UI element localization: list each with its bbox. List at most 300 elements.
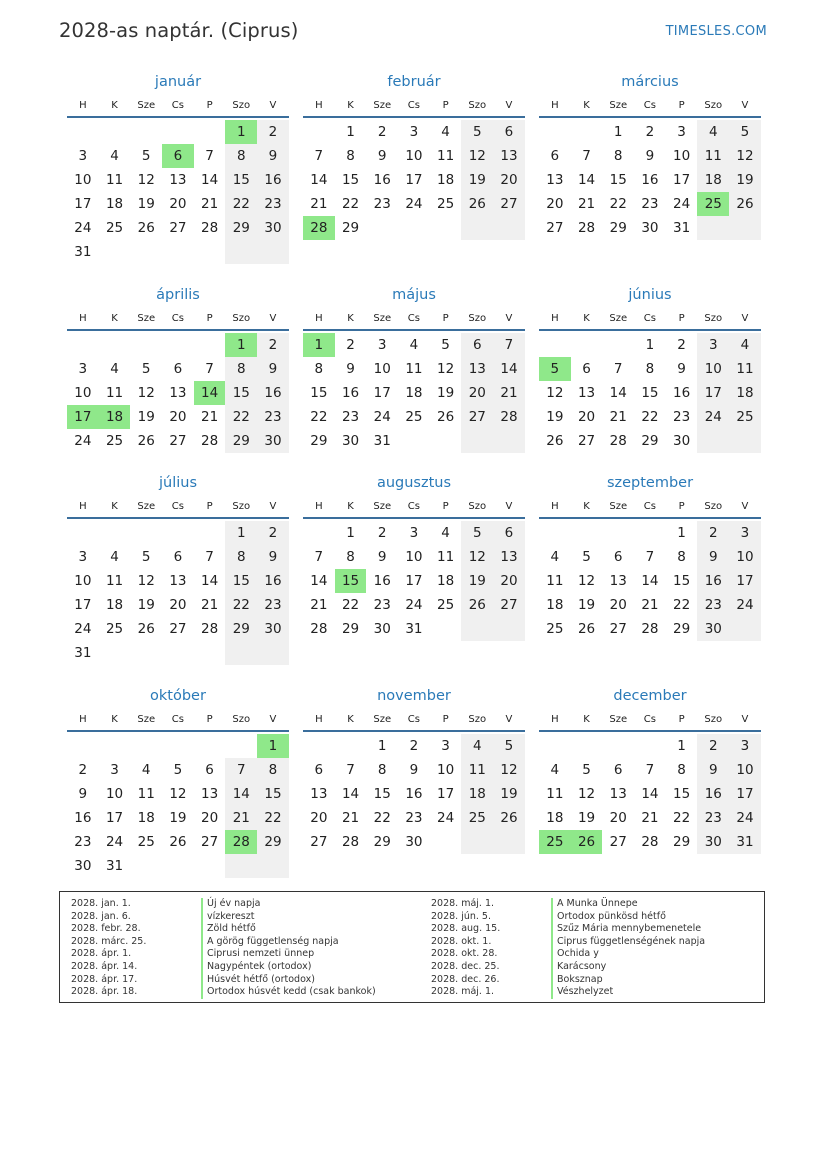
day-cell[interactable]: 26 — [461, 192, 493, 216]
day-cell[interactable]: 15 — [609, 172, 627, 188]
day-cell[interactable]: 2 — [377, 124, 387, 140]
day-cell[interactable]: 26 — [571, 830, 603, 854]
day-cell[interactable]: 2 — [409, 738, 419, 754]
day-cell[interactable]: 2 — [78, 762, 88, 778]
day-cell[interactable]: 9 — [645, 148, 655, 164]
day-cell[interactable]: 4 — [441, 124, 450, 140]
day-cell[interactable]: 9 — [697, 545, 729, 569]
day-cell[interactable]: 30 — [697, 617, 729, 641]
day-cell[interactable]: 23 — [405, 810, 423, 826]
day-cell[interactable]: 2 — [346, 337, 355, 353]
day-cell[interactable]: 27 — [577, 433, 596, 449]
day-cell[interactable]: 31 — [673, 220, 691, 236]
day-cell[interactable]: 9 — [257, 144, 289, 168]
day-cell[interactable]: 5 — [141, 148, 151, 164]
day-cell[interactable]: 30 — [673, 433, 691, 449]
day-cell[interactable]: 7 — [205, 361, 214, 377]
day-cell[interactable]: 28 — [201, 433, 219, 449]
day-cell[interactable]: 28 — [341, 834, 360, 850]
day-cell[interactable]: 16 — [373, 573, 391, 589]
day-cell[interactable]: 2 — [257, 521, 289, 545]
day-cell[interactable]: 4 — [461, 734, 493, 758]
day-cell[interactable]: 19 — [137, 196, 155, 212]
day-cell[interactable]: 20 — [493, 569, 525, 593]
day-cell[interactable]: 17 — [437, 786, 455, 802]
day-cell[interactable]: 25 — [137, 834, 155, 850]
day-cell[interactable]: 5 — [582, 549, 591, 565]
day-cell[interactable]: 23 — [697, 593, 729, 617]
day-cell[interactable]: 10 — [729, 545, 761, 569]
day-cell[interactable]: 8 — [613, 148, 623, 164]
day-cell[interactable]: 14 — [201, 172, 219, 188]
day-cell[interactable]: 30 — [257, 429, 289, 453]
day-cell[interactable]: 29 — [225, 429, 257, 453]
day-cell[interactable]: 31 — [729, 830, 761, 854]
day-cell[interactable]: 24 — [729, 806, 761, 830]
day-cell[interactable]: 19 — [137, 597, 155, 613]
day-cell[interactable]: 27 — [546, 220, 564, 236]
day-cell[interactable]: 24 — [373, 409, 391, 425]
day-cell[interactable]: 23 — [673, 409, 691, 425]
day-cell[interactable]: 2 — [697, 734, 729, 758]
day-cell[interactable]: 19 — [577, 597, 596, 613]
day-cell[interactable]: 18 — [729, 381, 761, 405]
day-cell[interactable]: 29 — [341, 621, 360, 637]
day-cell[interactable]: 11 — [461, 758, 493, 782]
day-cell[interactable]: 19 — [137, 409, 155, 425]
day-cell[interactable]: 21 — [493, 381, 525, 405]
day-cell[interactable]: 30 — [641, 220, 659, 236]
day-cell[interactable]: 10 — [729, 758, 761, 782]
day-cell[interactable]: 26 — [493, 806, 525, 830]
day-cell[interactable]: 3 — [110, 762, 119, 778]
day-cell[interactable]: 24 — [697, 405, 729, 429]
day-cell[interactable]: 19 — [546, 409, 564, 425]
day-cell[interactable]: 25 — [405, 409, 423, 425]
day-cell[interactable]: 18 — [461, 782, 493, 806]
day-cell[interactable]: 10 — [673, 148, 691, 164]
day-cell[interactable]: 25 — [546, 621, 564, 637]
day-cell[interactable]: 1 — [225, 120, 257, 144]
day-cell[interactable]: 1 — [645, 337, 655, 353]
day-cell[interactable]: 27 — [493, 593, 525, 617]
day-cell[interactable]: 27 — [310, 834, 328, 850]
day-cell[interactable]: 26 — [137, 433, 155, 449]
day-cell[interactable]: 12 — [461, 144, 493, 168]
day-cell[interactable]: 3 — [697, 333, 729, 357]
day-cell[interactable]: 8 — [314, 361, 324, 377]
day-cell[interactable]: 13 — [169, 385, 187, 401]
day-cell[interactable]: 11 — [437, 549, 455, 565]
day-cell[interactable]: 24 — [405, 597, 423, 613]
day-cell[interactable]: 27 — [461, 405, 493, 429]
day-cell[interactable]: 21 — [310, 597, 328, 613]
day-cell[interactable]: 13 — [169, 573, 187, 589]
day-cell[interactable]: 22 — [310, 409, 328, 425]
day-cell[interactable]: 20 — [461, 381, 493, 405]
day-cell[interactable]: 22 — [225, 405, 257, 429]
day-cell[interactable]: 16 — [373, 172, 391, 188]
day-cell[interactable]: 4 — [110, 361, 119, 377]
day-cell[interactable]: 5 — [461, 120, 493, 144]
day-cell[interactable]: 10 — [74, 172, 92, 188]
day-cell[interactable]: 14 — [493, 357, 525, 381]
day-cell[interactable]: 5 — [729, 120, 761, 144]
day-cell[interactable]: 11 — [105, 573, 124, 589]
day-cell[interactable]: 19 — [461, 569, 493, 593]
day-cell[interactable]: 24 — [673, 196, 691, 212]
day-cell[interactable]: 16 — [257, 569, 289, 593]
day-cell[interactable]: 9 — [409, 762, 419, 778]
day-cell[interactable]: 5 — [441, 337, 450, 353]
day-cell[interactable]: 20 — [169, 597, 187, 613]
day-cell[interactable]: 12 — [729, 144, 761, 168]
day-cell[interactable]: 21 — [201, 597, 219, 613]
day-cell[interactable]: 15 — [225, 569, 257, 593]
day-cell[interactable]: 9 — [257, 545, 289, 569]
day-cell[interactable]: 15 — [341, 172, 360, 188]
day-cell[interactable]: 8 — [677, 549, 686, 565]
day-cell[interactable]: 7 — [205, 148, 214, 164]
day-cell[interactable]: 6 — [613, 549, 623, 565]
day-cell[interactable]: 23 — [373, 597, 391, 613]
day-cell[interactable]: 13 — [546, 172, 564, 188]
day-cell[interactable]: 5 — [141, 361, 151, 377]
day-cell[interactable]: 31 — [74, 645, 92, 661]
day-cell[interactable]: 18 — [437, 573, 455, 589]
day-cell[interactable]: 14 — [310, 573, 328, 589]
day-cell[interactable]: 22 — [673, 810, 691, 826]
day-cell[interactable]: 28 — [201, 220, 219, 236]
day-cell[interactable]: 19 — [577, 810, 596, 826]
day-cell[interactable]: 17 — [373, 385, 391, 401]
day-cell[interactable]: 20 — [609, 810, 627, 826]
day-cell[interactable]: 20 — [546, 196, 564, 212]
day-cell[interactable]: 16 — [697, 782, 729, 806]
day-cell[interactable]: 17 — [673, 172, 691, 188]
day-cell[interactable]: 10 — [105, 786, 124, 802]
day-cell[interactable]: 12 — [137, 172, 155, 188]
day-cell[interactable]: 20 — [577, 409, 596, 425]
day-cell[interactable]: 1 — [346, 124, 355, 140]
day-cell[interactable]: 28 — [609, 433, 627, 449]
day-cell[interactable]: 11 — [697, 144, 729, 168]
day-cell[interactable]: 1 — [303, 333, 335, 357]
day-cell[interactable]: 19 — [493, 782, 525, 806]
day-cell[interactable]: 5 — [493, 734, 525, 758]
day-cell[interactable]: 7 — [314, 549, 324, 565]
day-cell[interactable]: 17 — [405, 172, 423, 188]
day-cell[interactable]: 20 — [493, 168, 525, 192]
day-cell[interactable]: 13 — [493, 545, 525, 569]
day-cell[interactable]: 22 — [641, 409, 659, 425]
day-cell[interactable]: 24 — [74, 220, 92, 236]
day-cell[interactable]: 9 — [257, 357, 289, 381]
day-cell[interactable]: 4 — [409, 337, 419, 353]
day-cell[interactable]: 23 — [697, 806, 729, 830]
day-cell[interactable]: 20 — [169, 196, 187, 212]
day-cell[interactable]: 18 — [99, 405, 131, 429]
day-cell[interactable]: 20 — [169, 409, 187, 425]
day-cell[interactable]: 25 — [461, 806, 493, 830]
day-cell[interactable]: 17 — [67, 405, 99, 429]
day-cell[interactable]: 19 — [437, 385, 455, 401]
day-cell[interactable]: 14 — [577, 172, 596, 188]
day-cell[interactable]: 2 — [677, 337, 686, 353]
day-cell[interactable]: 13 — [609, 786, 627, 802]
day-cell[interactable]: 4 — [441, 525, 450, 541]
day-cell[interactable]: 9 — [377, 549, 387, 565]
day-cell[interactable]: 22 — [673, 597, 691, 613]
day-cell[interactable]: 10 — [697, 357, 729, 381]
day-cell[interactable]: 30 — [405, 834, 423, 850]
day-cell[interactable]: 4 — [729, 333, 761, 357]
day-cell[interactable]: 30 — [373, 621, 391, 637]
day-cell[interactable]: 23 — [257, 593, 289, 617]
day-cell[interactable]: 21 — [310, 196, 328, 212]
day-cell[interactable]: 17 — [405, 573, 423, 589]
day-cell[interactable]: 5 — [582, 762, 591, 778]
day-cell[interactable]: 4 — [550, 549, 560, 565]
day-cell[interactable]: 5 — [461, 521, 493, 545]
day-cell[interactable]: 17 — [729, 782, 761, 806]
day-cell[interactable]: 2 — [257, 120, 289, 144]
day-cell[interactable]: 22 — [257, 806, 289, 830]
day-cell[interactable]: 26 — [461, 593, 493, 617]
day-cell[interactable]: 11 — [105, 385, 124, 401]
day-cell[interactable]: 24 — [729, 593, 761, 617]
day-cell[interactable]: 15 — [225, 381, 257, 405]
day-cell[interactable]: 6 — [173, 549, 183, 565]
day-cell[interactable]: 21 — [225, 806, 257, 830]
day-cell[interactable]: 10 — [405, 148, 423, 164]
day-cell[interactable]: 7 — [582, 148, 591, 164]
day-cell[interactable]: 6 — [205, 762, 214, 778]
day-cell[interactable]: 27 — [609, 834, 627, 850]
day-cell[interactable]: 29 — [673, 834, 691, 850]
day-cell[interactable]: 16 — [673, 385, 691, 401]
day-cell[interactable]: 12 — [577, 786, 596, 802]
day-cell[interactable]: 6 — [173, 361, 183, 377]
day-cell[interactable]: 15 — [225, 168, 257, 192]
day-cell[interactable]: 4 — [110, 549, 119, 565]
day-cell[interactable]: 6 — [314, 762, 324, 778]
day-cell[interactable]: 6 — [461, 333, 493, 357]
day-cell[interactable]: 9 — [346, 361, 355, 377]
day-cell[interactable]: 23 — [373, 196, 391, 212]
day-cell[interactable]: 11 — [546, 786, 564, 802]
day-cell[interactable]: 22 — [225, 192, 257, 216]
day-cell[interactable]: 2 — [257, 333, 289, 357]
day-cell[interactable]: 7 — [493, 333, 525, 357]
day-cell[interactable]: 29 — [673, 621, 691, 637]
day-cell[interactable]: 15 — [641, 385, 659, 401]
day-cell[interactable]: 21 — [577, 196, 596, 212]
day-cell[interactable]: 6 — [582, 361, 591, 377]
day-cell[interactable]: 1 — [677, 738, 686, 754]
day-cell[interactable]: 26 — [729, 192, 761, 216]
day-cell[interactable]: 15 — [673, 786, 691, 802]
day-cell[interactable]: 1 — [677, 525, 686, 541]
day-cell[interactable]: 14 — [641, 573, 659, 589]
day-cell[interactable]: 25 — [437, 597, 455, 613]
day-cell[interactable]: 5 — [539, 357, 571, 381]
day-cell[interactable]: 22 — [341, 597, 360, 613]
day-cell[interactable]: 12 — [493, 758, 525, 782]
day-cell[interactable]: 18 — [546, 810, 564, 826]
day-cell[interactable]: 10 — [405, 549, 423, 565]
day-cell[interactable]: 5 — [141, 549, 151, 565]
day-cell[interactable]: 23 — [341, 409, 360, 425]
day-cell[interactable]: 3 — [78, 361, 88, 377]
day-cell[interactable]: 16 — [697, 569, 729, 593]
day-cell[interactable]: 12 — [577, 573, 596, 589]
day-cell[interactable]: 30 — [74, 858, 92, 874]
day-cell[interactable]: 7 — [205, 549, 214, 565]
day-cell[interactable]: 4 — [110, 148, 119, 164]
day-cell[interactable]: 8 — [346, 549, 355, 565]
brand-link[interactable]: TIMESLES.COM — [665, 24, 767, 39]
day-cell[interactable]: 13 — [461, 357, 493, 381]
day-cell[interactable]: 31 — [405, 621, 423, 637]
day-cell[interactable]: 8 — [377, 762, 387, 778]
day-cell[interactable]: 9 — [677, 361, 686, 377]
day-cell[interactable]: 18 — [405, 385, 423, 401]
day-cell[interactable]: 6 — [493, 521, 525, 545]
day-cell[interactable]: 6 — [550, 148, 560, 164]
day-cell[interactable]: 3 — [441, 738, 450, 754]
day-cell[interactable]: 25 — [105, 621, 124, 637]
day-cell[interactable]: 15 — [373, 786, 391, 802]
day-cell[interactable]: 16 — [641, 172, 659, 188]
day-cell[interactable]: 19 — [729, 168, 761, 192]
day-cell[interactable]: 13 — [201, 786, 219, 802]
day-cell[interactable]: 26 — [137, 220, 155, 236]
day-cell[interactable]: 6 — [613, 762, 623, 778]
day-cell[interactable]: 11 — [105, 172, 124, 188]
day-cell[interactable]: 21 — [609, 409, 627, 425]
day-cell[interactable]: 29 — [373, 834, 391, 850]
day-cell[interactable]: 28 — [641, 834, 659, 850]
day-cell[interactable]: 24 — [405, 196, 423, 212]
day-cell[interactable]: 18 — [137, 810, 155, 826]
day-cell[interactable]: 15 — [673, 573, 691, 589]
day-cell[interactable]: 6 — [162, 144, 194, 168]
day-cell[interactable]: 31 — [74, 244, 92, 260]
day-cell[interactable]: 11 — [729, 357, 761, 381]
day-cell[interactable]: 14 — [310, 172, 328, 188]
day-cell[interactable]: 23 — [257, 405, 289, 429]
day-cell[interactable]: 28 — [201, 621, 219, 637]
day-cell[interactable]: 27 — [493, 192, 525, 216]
day-cell[interactable]: 23 — [641, 196, 659, 212]
day-cell[interactable]: 7 — [314, 148, 324, 164]
day-cell[interactable]: 25 — [105, 433, 124, 449]
day-cell[interactable]: 25 — [437, 196, 455, 212]
day-cell[interactable]: 7 — [613, 361, 623, 377]
day-cell[interactable]: 16 — [257, 381, 289, 405]
day-cell[interactable]: 14 — [641, 786, 659, 802]
day-cell[interactable]: 29 — [641, 433, 659, 449]
day-cell[interactable]: 30 — [257, 216, 289, 240]
day-cell[interactable]: 15 — [257, 782, 289, 806]
day-cell[interactable]: 13 — [169, 172, 187, 188]
day-cell[interactable]: 28 — [493, 405, 525, 429]
day-cell[interactable]: 17 — [74, 597, 92, 613]
day-cell[interactable]: 1 — [377, 738, 387, 754]
day-cell[interactable]: 3 — [729, 734, 761, 758]
day-cell[interactable]: 31 — [373, 433, 391, 449]
day-cell[interactable]: 18 — [105, 196, 124, 212]
day-cell[interactable]: 22 — [373, 810, 391, 826]
day-cell[interactable]: 30 — [697, 830, 729, 854]
day-cell[interactable]: 3 — [78, 549, 88, 565]
day-cell[interactable]: 25 — [729, 405, 761, 429]
day-cell[interactable]: 17 — [729, 569, 761, 593]
day-cell[interactable]: 24 — [105, 834, 124, 850]
day-cell[interactable]: 24 — [437, 810, 455, 826]
day-cell[interactable]: 26 — [546, 433, 564, 449]
day-cell[interactable]: 1 — [613, 124, 623, 140]
day-cell[interactable]: 7 — [645, 762, 655, 778]
day-cell[interactable]: 1 — [225, 521, 257, 545]
day-cell[interactable]: 22 — [341, 196, 360, 212]
day-cell[interactable]: 2 — [645, 124, 655, 140]
day-cell[interactable]: 16 — [74, 810, 92, 826]
day-cell[interactable]: 14 — [201, 573, 219, 589]
day-cell[interactable]: 21 — [641, 597, 659, 613]
day-cell[interactable]: 21 — [201, 409, 219, 425]
day-cell[interactable]: 29 — [341, 220, 360, 236]
day-cell[interactable]: 9 — [377, 148, 387, 164]
day-cell[interactable]: 23 — [257, 192, 289, 216]
day-cell[interactable]: 27 — [169, 433, 187, 449]
day-cell[interactable]: 13 — [493, 144, 525, 168]
day-cell[interactable]: 22 — [225, 593, 257, 617]
day-cell[interactable]: 23 — [74, 834, 92, 850]
day-cell[interactable]: 16 — [405, 786, 423, 802]
day-cell[interactable]: 29 — [609, 220, 627, 236]
day-cell[interactable]: 4 — [141, 762, 151, 778]
day-cell[interactable]: 16 — [257, 168, 289, 192]
day-cell[interactable]: 14 — [341, 786, 360, 802]
day-cell[interactable]: 8 — [225, 545, 257, 569]
day-cell[interactable]: 12 — [137, 385, 155, 401]
day-cell[interactable]: 9 — [78, 786, 88, 802]
day-cell[interactable]: 12 — [137, 573, 155, 589]
day-cell[interactable]: 13 — [609, 573, 627, 589]
day-cell[interactable]: 10 — [437, 762, 455, 778]
day-cell[interactable]: 27 — [201, 834, 219, 850]
day-cell[interactable]: 3 — [729, 521, 761, 545]
day-cell[interactable]: 19 — [169, 810, 187, 826]
day-cell[interactable]: 24 — [74, 433, 92, 449]
day-cell[interactable]: 29 — [257, 830, 289, 854]
day-cell[interactable]: 15 — [310, 385, 328, 401]
day-cell[interactable]: 10 — [373, 361, 391, 377]
day-cell[interactable]: 7 — [645, 549, 655, 565]
day-cell[interactable]: 13 — [310, 786, 328, 802]
day-cell[interactable]: 28 — [577, 220, 596, 236]
day-cell[interactable]: 18 — [437, 172, 455, 188]
day-cell[interactable]: 27 — [169, 220, 187, 236]
day-cell[interactable]: 1 — [346, 525, 355, 541]
day-cell[interactable]: 12 — [169, 786, 187, 802]
day-cell[interactable]: 10 — [74, 385, 92, 401]
day-cell[interactable]: 8 — [225, 144, 257, 168]
day-cell[interactable]: 4 — [550, 762, 560, 778]
day-cell[interactable]: 18 — [697, 168, 729, 192]
